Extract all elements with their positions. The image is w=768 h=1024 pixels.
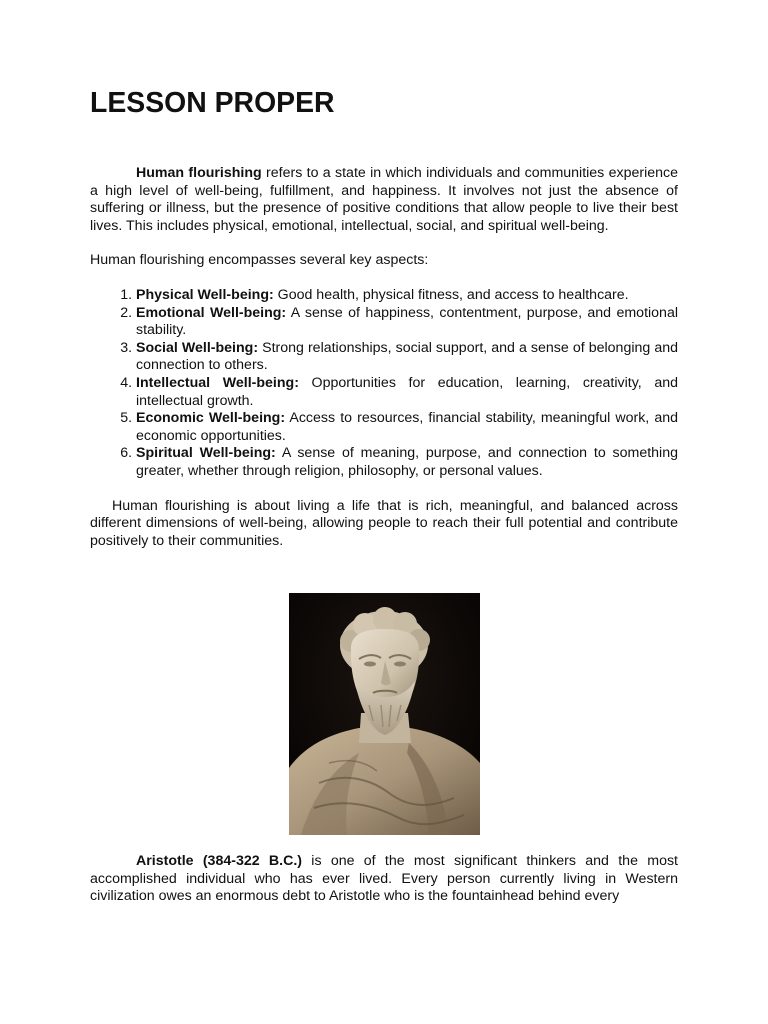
aspect-title: Spiritual Well-being: [136,445,276,462]
intro-paragraph [90,165,678,235]
aspects-list [90,287,678,481]
aristotle-paragraph [90,853,678,906]
aspect-text: A sense of meaning, purpose, and connection to something greater, whether through religion, philosophy, or personal values. [136,445,678,479]
aspect-text: Opportunities for education, learning, creativity, and intellectual growth. [136,374,678,409]
list-item [136,287,678,305]
list-item [136,410,678,445]
aspect-title: Economic Well-being: [136,410,286,427]
aspect-text: A sense of happiness, contentment, purpose, and emotional stability. [136,304,678,339]
aspect-text: Good health, physical fitness, and access to healthcare. [273,286,629,303]
aristotle-bust-image [289,593,480,835]
aristotle-bust-illustration [289,593,480,835]
aspect-title: Emotional Well-being: [136,304,287,321]
aspect-title: Social Well-being: [136,339,259,356]
aristotle-text: is one of the most significant thinkers and the most accomplished individual who has ever lived. Every person currently living in Western civilization owes an enormous debt to Aristotle who is the fountainhead behind every [90,853,678,905]
aspect-text: Access to resources, financial stability, meaningful work, and economic opportunities. [136,410,678,444]
summary-paragraph: Human flourishing is about living a life that is rich, meaningful, and balanced across different dimensions of well-being, allowing people to reach their full potential and contribute positively to their communities. [90,497,678,549]
lesson-heading: LESSON PROPER [90,87,335,119]
aspect-title: Intellectual Well-being: [136,374,299,391]
list-item [136,340,678,375]
list-item [136,445,678,480]
intro-term: Human flourishing [136,165,262,181]
aspects-lead: Human flourishing encompasses several key aspects: [90,252,429,269]
aspect-title: Physical Well-being: [136,286,274,303]
lesson-content [90,87,679,550]
list-item [136,375,678,410]
aspect-text: Strong relationships, social support, and a sense of belonging and connection to others. [136,339,678,374]
aristotle-name: Aristotle (384-322 B.C.) [136,853,303,869]
intro-text: refers to a state in which individuals and communities experience a high level of well-being, fulfillment, and happiness. It involves not just the absence of suffering or illness, but the presence of positive conditions that allow people to live their best lives. This includes physical, emotional, intellectual, social, and spiritual well-being. [90,165,679,234]
list-item [136,305,678,340]
